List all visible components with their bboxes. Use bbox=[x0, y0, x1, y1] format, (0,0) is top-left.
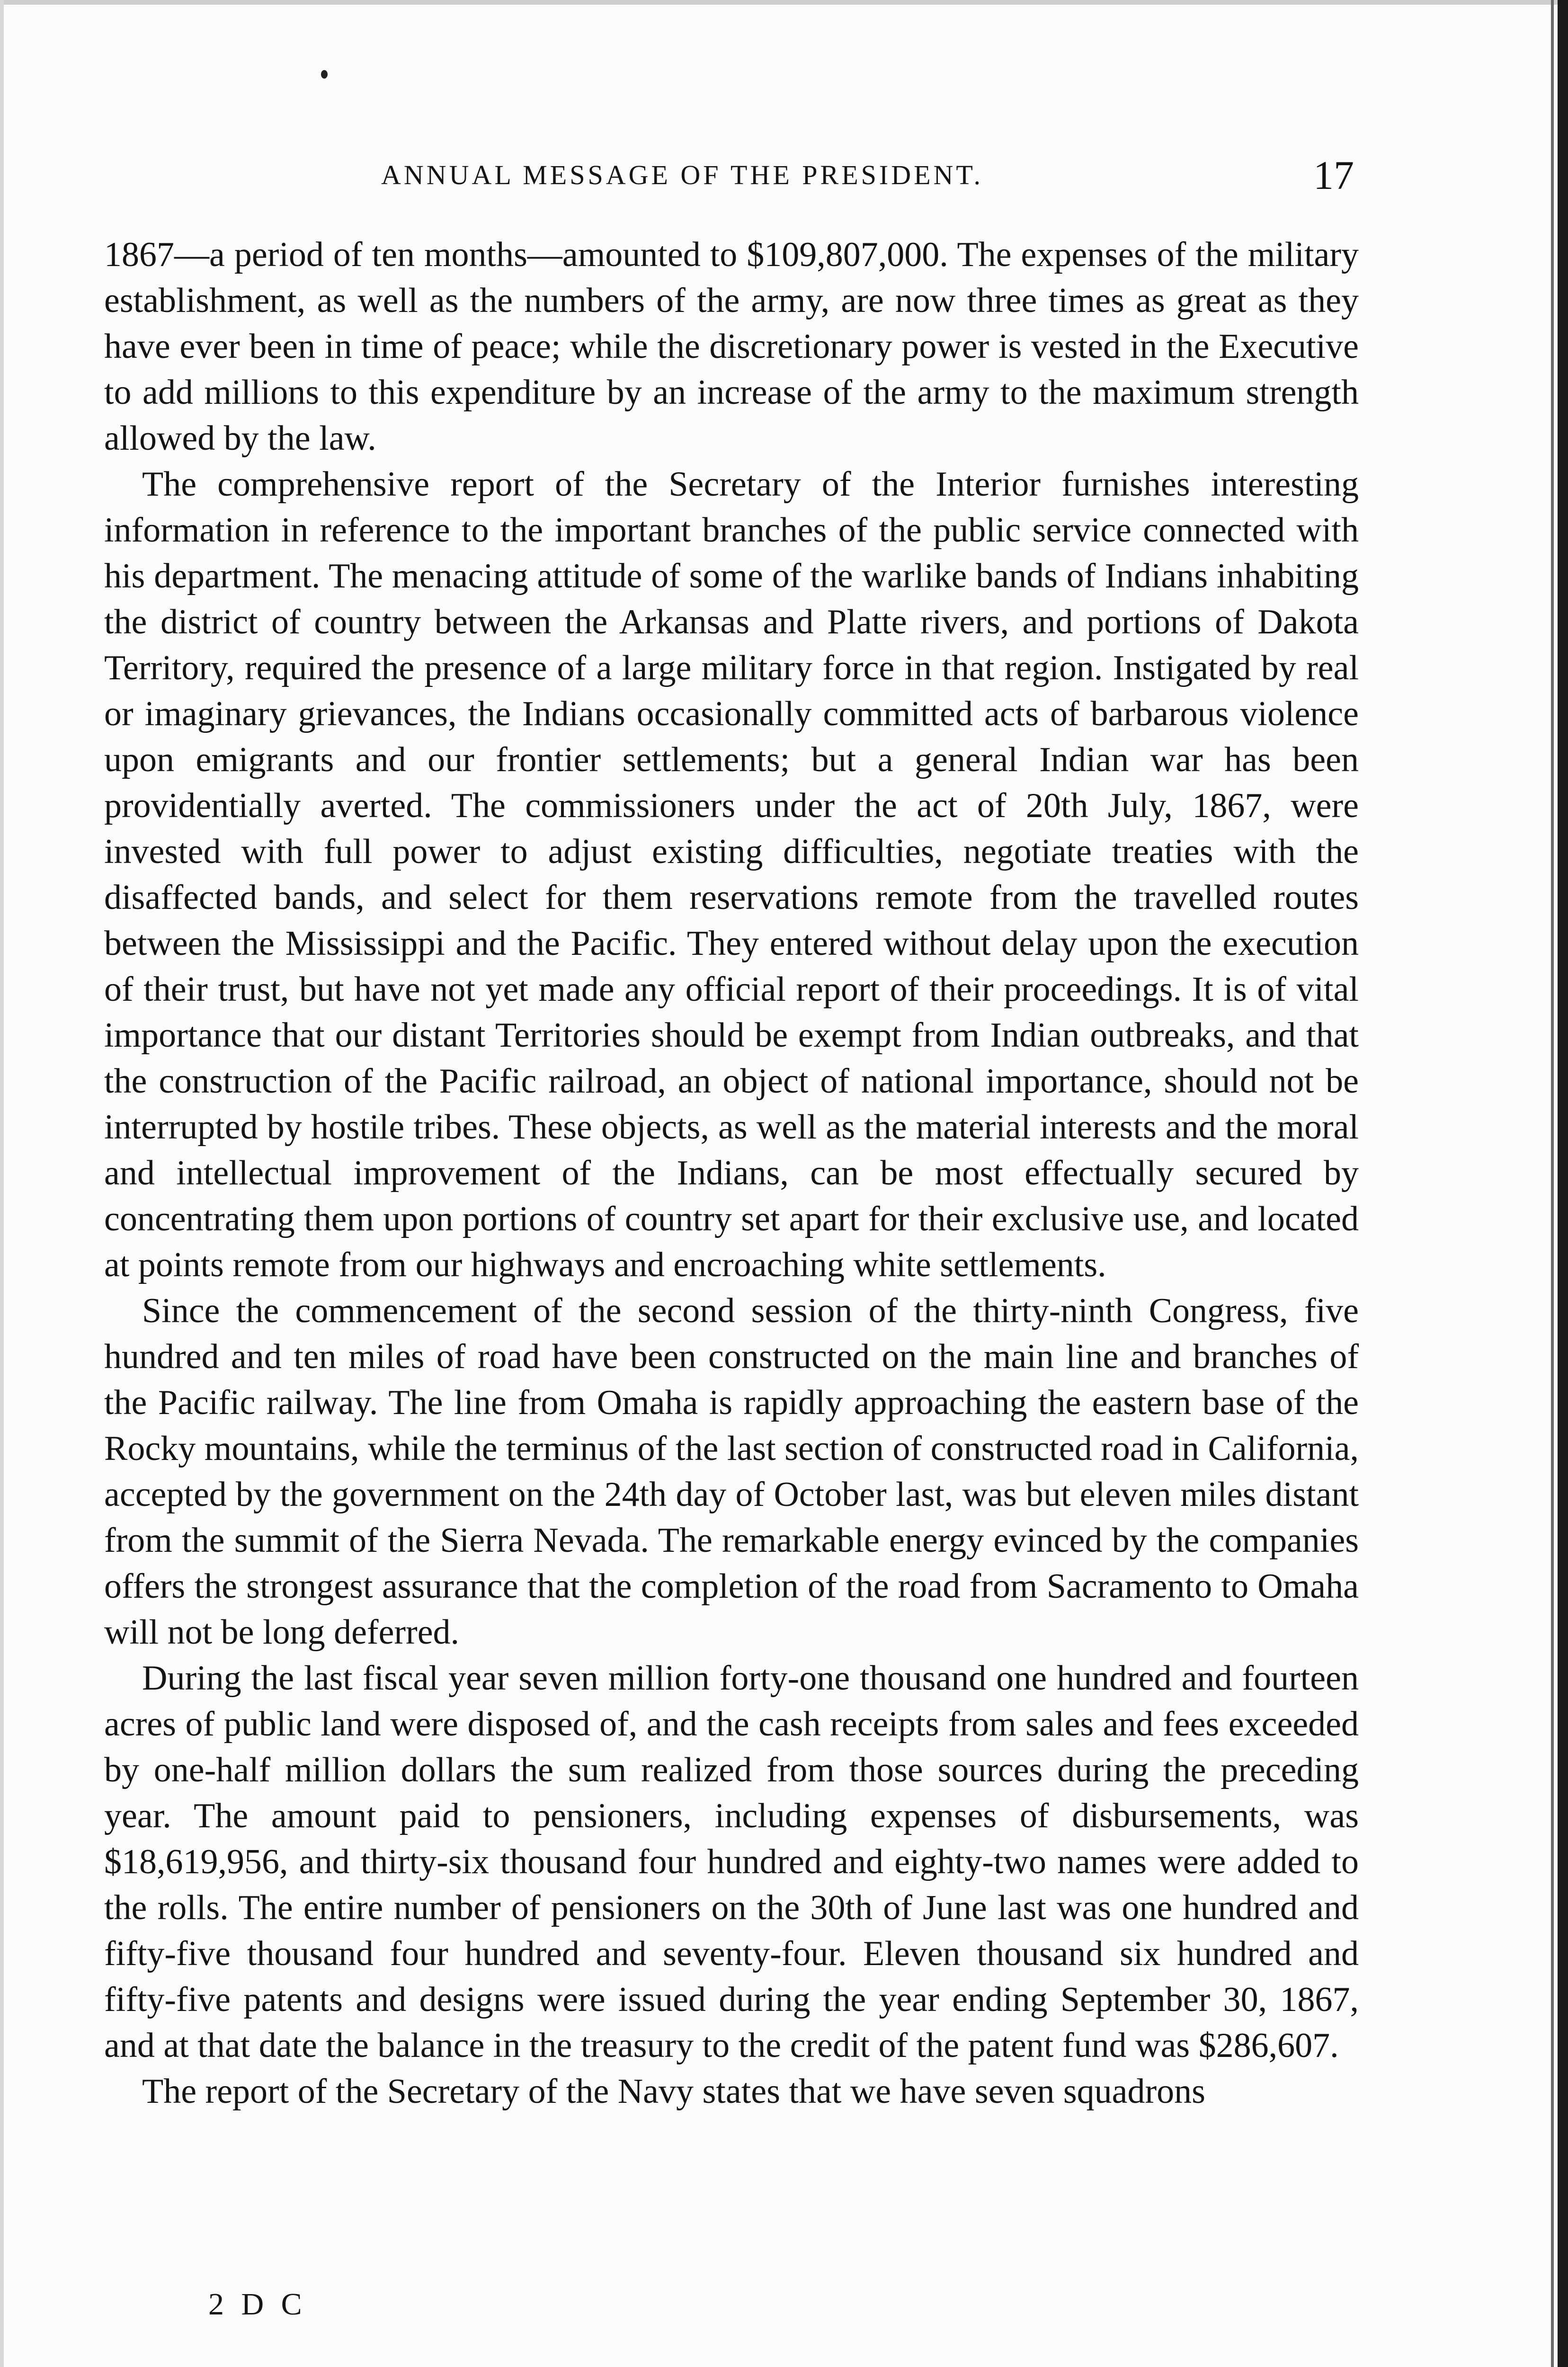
page-header bbox=[123, 151, 1354, 203]
page-number: 17 bbox=[1313, 152, 1354, 198]
signature-mark: 2 D C bbox=[208, 2287, 307, 2322]
page-edge-left bbox=[0, 0, 4, 2367]
paragraph-interior-report: The comprehensive report of the Secretary of the Interior furnishes interesting information in reference to the important branches of the public service connected with his department. The menacing attitude of some of the warlike bands of Indians inhabiting the district of country between the Arkansas and Platte rivers, and portions of Dakota Territory, required the presence of a large military force in that region. Instigated by real or imaginary grievances, the Indians occasionally committed acts of barbarous violence upon emigrants and our frontier settlements; but a general Indian war has been providentially averted. The commissioners under the act of 20th July, 1867, were invested with full power to adjust existing difficulties, negotiate treaties with the disaffected bands, and select for them reservations remote from the travelled routes between the Mississippi and the Pacific. They entered without delay upon the execution of their trust, but have not yet made any official report of their proceedings. It is of vital importance that our distant Territories should be exempt from Indian outbreaks, and that the construction of the Pacific railroad, an object of national importance, should not be interrupted by hostile tribes. These objects, as well as the material interests and the moral and intellectual improvement of the Indians, can be most effectually secured by concentrating them upon portions of country set apart for their exclusive use, and located at points remote from our highways and encroaching white settlements. bbox=[104, 465, 1359, 1284]
paragraph-public-lands-pensions: During the last fiscal year seven million forty-one thousand one hundred and fourteen acres of public land were disposed of, and the cash receipts from sales and fees exceeded by one-half million dollars the sum realized from those sources during the preceding year. The amount paid to pensioners, including expenses of disbursements, was $18,619,956, and thirty-six thousand four hundred and eighty-two names were added to the rolls. The entire number of pensioners on the 30th of June last was one hundred and fifty-five thousand four hundred and seventy-four. Eleven thousand six hundred and fifty-five patents and designs were issued during the year ending September 30, 1867, and at that date the balance in the treasury to the credit of the patent fund was $286,607. bbox=[104, 1659, 1359, 2065]
body-text bbox=[104, 232, 1359, 2115]
page-edge-right-shadow bbox=[1551, 0, 1554, 2367]
page-edge-top bbox=[0, 0, 1568, 5]
page-edge-right bbox=[1558, 0, 1568, 2367]
paragraph-pacific-railway: Since the commencement of the second session of the thirty-ninth Congress, five hundred and ten miles of road have been constructed on the main line and branches of the Pacific railway. The line from Omaha is rapidly approaching the eastern base of the Rocky mountains, while the terminus of the last section of constructed road in California, accepted by the government on the 24th day of October last, was but eleven miles distant from the summit of the Sierra Nevada. The remarkable energy evinced by the companies offers the strongest assurance that the completion of the road from Sacramento to Omaha will not be long deferred. bbox=[104, 1291, 1359, 1652]
paragraph-army-expenses: 1867—a period of ten months—amounted to $109,807,000. The expenses of the military establishment, as well as the numbers of the army, are now three times as great as they have ever been in time of peace; while the discretionary power is vested in the Executive to add millions to this expenditure by an increase of the army to the maximum strength allowed by the law. bbox=[104, 235, 1359, 458]
ink-speck bbox=[321, 70, 328, 79]
running-head: ANNUAL MESSAGE OF THE PRESIDENT. bbox=[381, 160, 984, 190]
paragraph-navy-report: The report of the Secretary of the Navy states that we have seven squadrons bbox=[142, 2072, 1205, 2111]
